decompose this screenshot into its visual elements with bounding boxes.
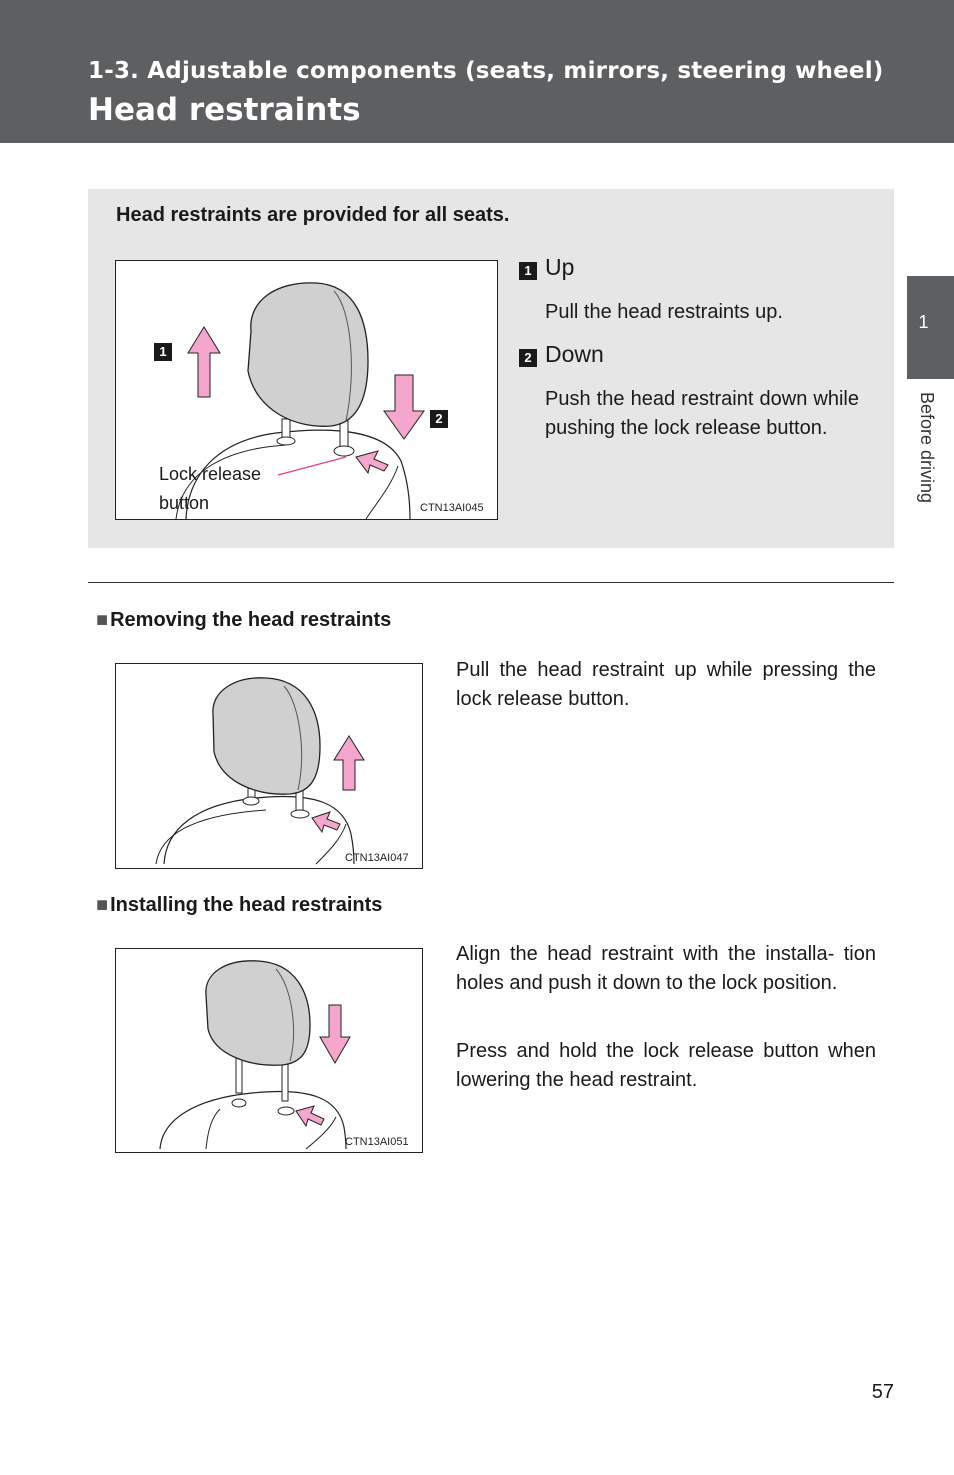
page-header [0,0,954,143]
installing-heading [96,894,382,917]
headrest-installing-illustration [116,949,422,1152]
figure-removing [115,663,423,869]
installing-heading-text: Installing the head restraints [110,894,383,916]
figure-code: CTN13AI045 [420,502,484,514]
item-down-text: Push the head restraint down while pushing the lock release button. [545,388,859,439]
up-arrow [334,736,364,790]
lock-pointer-arrow [296,1106,324,1126]
installing-text-2: Press and hold the lock release button when lowering the head restraint. [456,1040,876,1091]
removing-heading-text: Removing the head restraints [110,609,392,631]
item-down-title: Down [545,341,604,367]
down-arrow [384,375,424,439]
page-number: 57 [871,1381,894,1403]
section-divider [88,582,894,583]
square-bullet-icon: ■ [96,894,109,916]
chapter-number: 1 [918,312,929,332]
up-arrow [188,327,220,397]
intro-heading: Head restraints are provided for all seats. [116,204,510,226]
headrest-removing-illustration [116,664,422,868]
installing-text-1: Align the head restraint with the installa- tion holes and push it down to the lock position. [456,943,876,994]
page-title: Head restraints [88,92,361,128]
figure-code: CTN13AI051 [345,1136,409,1148]
chapter-tab[interactable] [907,276,954,379]
lock-release-label-line1: Lock release [159,464,262,484]
badge-down: 2 [430,410,448,428]
removing-heading [96,609,391,632]
item-up-badge: 1 [519,262,537,280]
down-arrow [320,1005,350,1063]
item-up-text: Pull the head restraints up. [545,301,783,323]
section-title: 1-3. Adjustable components (seats, mirrors, steering wheel) [88,58,884,84]
badge-up: 1 [154,343,172,361]
item-down-badge: 2 [519,349,537,367]
figure-installing [115,948,423,1153]
figure-code: CTN13AI047 [345,852,409,864]
lock-pointer-arrow [356,451,388,473]
lock-release-label-line2: button [159,493,210,513]
chapter-label: Before driving [917,392,937,504]
lock-pointer-arrow [312,812,340,832]
item-up-title: Up [545,254,575,280]
square-bullet-icon: ■ [96,609,109,631]
figure-up-down [115,260,498,520]
removing-text: Pull the head restraint up while pressing the lock release button. [456,659,876,710]
